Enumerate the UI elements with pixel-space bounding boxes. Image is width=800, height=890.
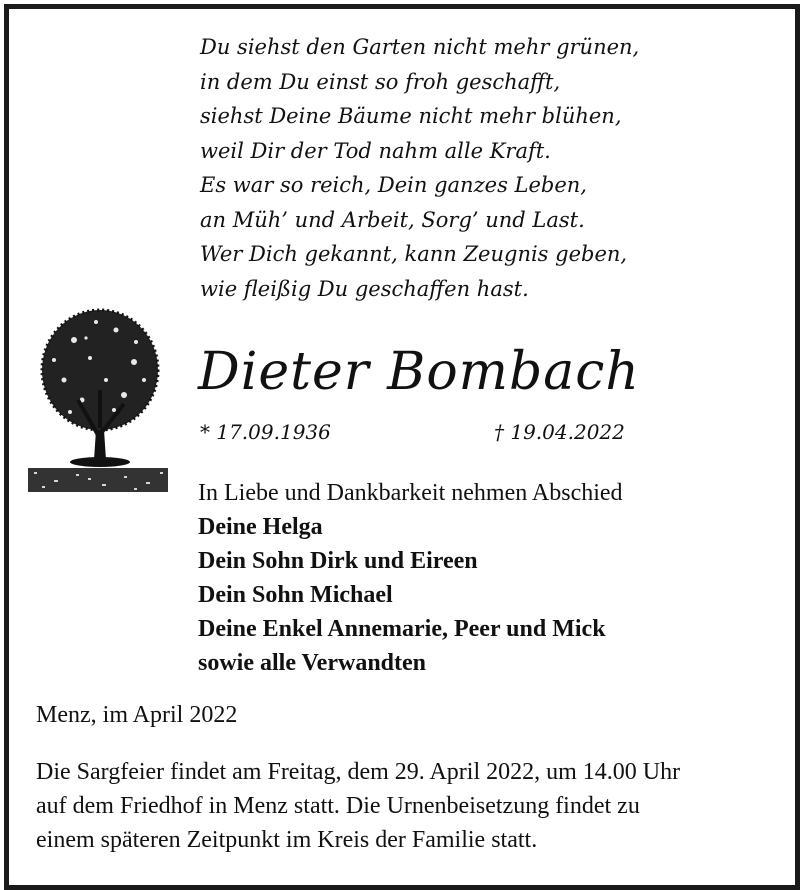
poem-line: Wer Dich gekannt, kann Zeugnis geben, [200,242,628,266]
notice-line: einem späteren Zeitpunkt im Kreis der Familie statt. [36,827,538,853]
mourners [198,476,623,680]
tree-icon [24,300,174,500]
death-date: † 19.04.2022 [494,420,625,444]
poem-line: wie fleißig Du geschaffen hast. [200,276,529,301]
poem-line: Es war so reich, Dein ganzes Leben, [200,173,587,197]
deceased-name: Dieter Bombach [198,342,640,402]
mourner-name: Dein Sohn Michael [198,582,393,608]
poem-line: siehst Deine Bäume nicht mehr blühen, [200,104,622,128]
mourner-name: Dein Sohn Dirk und Eireen [198,548,478,574]
notice-line: Die Sargfeier findet am Freitag, dem 29. April 2022, um 14.00 Uhr [36,759,681,785]
mourner-name: Deine Enkel Annemarie, Peer und Mick [198,616,606,642]
mourner-name: sowie alle Verwandten [198,650,426,676]
poem-line: in dem Du einst so froh geschafft, [200,69,561,94]
poem-line: weil Dir der Tod nahm alle Kraft. [200,138,551,163]
mourners-intro: In Liebe und Dankbarkeit nehmen Abschied [198,480,623,506]
poem-line: an Müh’ und Arbeit, Sorg’ und Last. [200,207,585,232]
poem-line: Du siehst den Garten nicht mehr grünen, [200,35,640,59]
birth-date: * 17.09.1936 [200,420,331,444]
place-date: Menz, im April 2022 [36,702,238,728]
poem [200,30,639,306]
mourner-name: Deine Helga [198,514,323,540]
funeral-notice [36,755,680,857]
notice-line: auf dem Friedhof in Menz statt. Die Urnenbeisetzung findet zu [36,793,640,819]
